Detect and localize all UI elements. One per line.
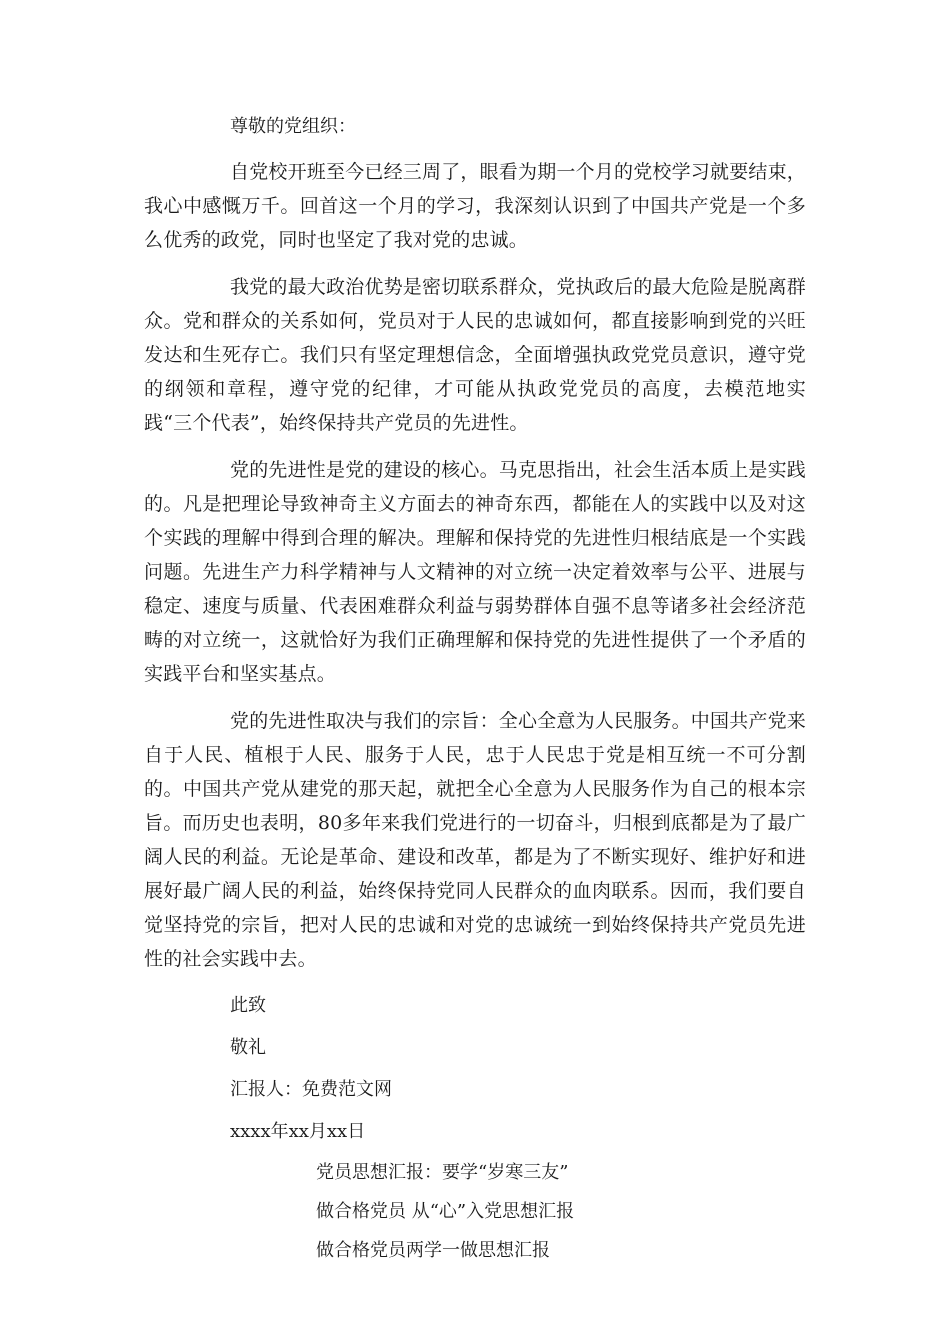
related-link-2[interactable]: 做合格党员 从“心”入党思想汇报 (316, 1201, 575, 1222)
paragraph-1: 自党校开班至今已经三周了，眼看为期一个月的党校学习就要结束，我心中感慨万千。回首这一个月的学习，我深刻认识到了中国共产党是一个多么优秀的政党，同时也坚定了我对党的忠诚。 (144, 161, 807, 251)
document-page (144, 112, 806, 1270)
salutation: 尊敬的党组织： (230, 116, 356, 137)
date-line: xxxx年xx月xx日 (230, 1121, 366, 1142)
paragraph-2: 我党的最大政治优势是密切联系群众，党执政后的最大危险是脱离群众。党和群众的关系如何，党员对于人民的忠诚如何，都直接影响到党的兴旺发达和生死存亡。我们只有坚定理想信念，全面增强执政党党员意识，遵守党的纲领和章程，遵守党的纪律，才可能从执政党党员的高度，去模范地实践“三个代表”，始终保持共产党员的先进性。 (144, 276, 807, 434)
related-link-1[interactable]: 党员思想汇报：要学“岁寒三友” (316, 1162, 569, 1183)
paragraph-4: 党的先进性取决与我们的宗旨：全心全意为人民服务。中国共产党来自于人民、植根于人民、服务于人民，忠于人民忠于党是相互统一不可分割的。中国共产党从建党的那天起，就把全心全意为人民服务作为自己的根本宗旨。而历史也表明，80多年来我们党进行的一切奋斗，归根到底都是为了最广阔人民的利益。无论是革命、建设和改革，都是为了不断实现好、维护好和进展好最广阔人民的利益，始终保持党同人民群众的血肉联系。因而，我们要自觉坚持党的宗旨，把对人民的忠诚和对党的忠诚统一到始终保持共产党员先进性的社会实践中去。 (144, 710, 807, 970)
closing-jingli: 敬礼 (230, 1037, 266, 1058)
reporter-line: 汇报人：免费范文网 (230, 1079, 392, 1100)
related-link-3[interactable]: 做合格党员两学一做思想汇报 (316, 1240, 550, 1261)
paragraph-3: 党的先进性是党的建设的核心。马克思指出，社会生活本质上是实践的。凡是把理论导致神奇主义方面去的神奇东西，都能在人的实践中以及对这个实践的理解中得到合理的解决。理解和保持党的先进性归根结底是一个实践问题。先进生产力科学精神与人文精神的对立统一决定着效率与公平、进展与稳定、速度与质量、代表困难群众利益与弱势群体自强不息等诸多社会经济范畴的对立统一，这就恰好为我们正确理解和保持党的先进性提供了一个矛盾的实践平台和坚实基点。 (144, 459, 807, 685)
closing-cizhi: 此致 (230, 995, 266, 1016)
